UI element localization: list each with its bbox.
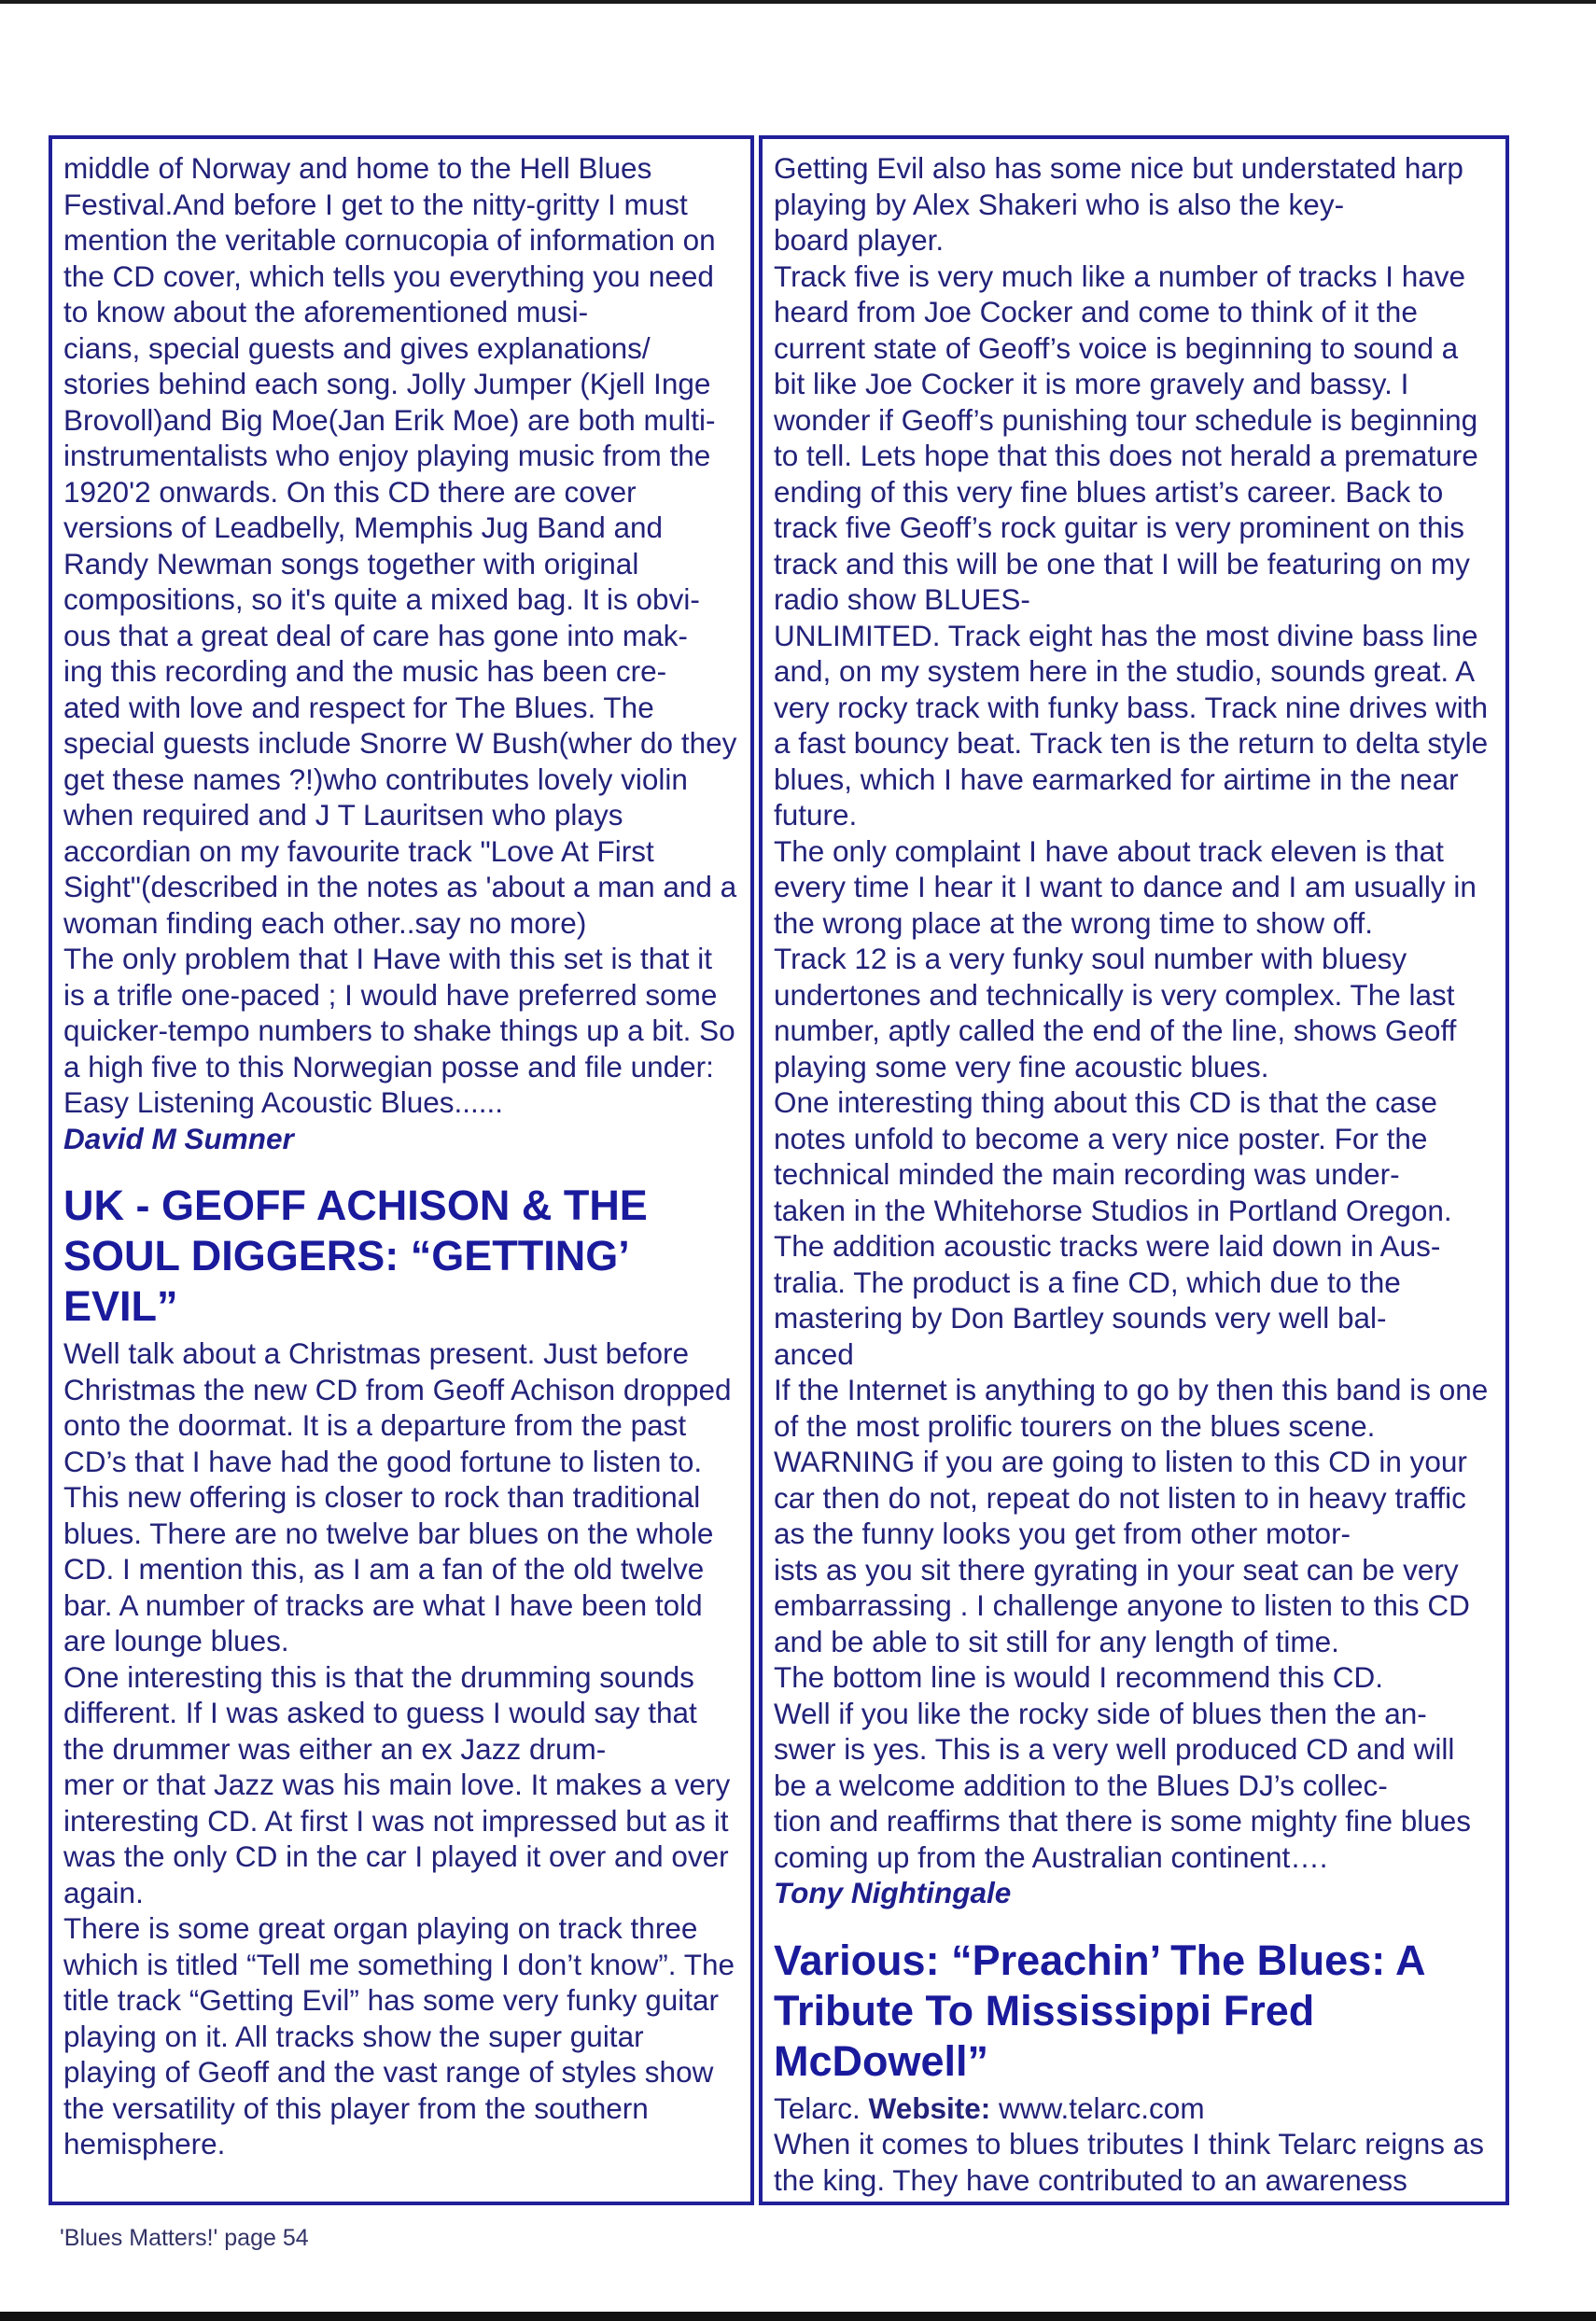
review-headline: UK - GEOFF ACHISON & THE SOUL DIGGERS: “GETTING’ EVIL” <box>63 1181 648 1330</box>
paragraph: The bottom line is would I recommend this CD. <box>774 1660 1384 1694</box>
right-column <box>759 135 1509 2205</box>
label-info <box>774 2090 1494 2199</box>
paragraph: One interesting thing about this CD is that the case notes unfold to become a very nice poster. For the technical minded the main recording was under- taken in the Whitehorse Studios in Portland Oregon. The addition acoustic tracks were laid down in Aus- tralia. The product is a fine CD, which due to the mastering by Don Bartley sounds very well bal- anced <box>774 1085 1452 1371</box>
page-footer: 'Blues Matters!' page 54 <box>60 2225 309 2251</box>
reviewer-byline: David M Sumner <box>63 1121 294 1155</box>
website-link[interactable]: www.telarc.com <box>999 2090 1205 2125</box>
paragraph: Well if you like the rocky side of blues then the an- swer is yes. This is a very well produced CD and will be a welcome addition to the Blues DJ’s collec- tion and reaffirms that there is some mighty fine blues coming up from the Australian continent…. <box>774 1696 1472 1874</box>
label-line <box>774 2090 1494 2127</box>
paragraph: This new offering is closer to rock than traditional blues. There are no twelve bar blues on the whole CD. I mention this, as I am a fan of the old twelve bar. A number of tracks are what I have been told are lounge blues. <box>63 1480 714 1657</box>
paragraph: middle of Norway and home to the Hell Blues Festival.And before I get to the nitty-gritty I must mention the veritable cornucopia of information on the CD cover, which tells you everything you need to know about the aforementioned musi- cians, special guests and gives explanations/ stories behind each song. Jolly Jumper (Kjell Inge Brovoll)and Big Moe(Jan Erik Moe) are both multi- instrumentalists who enjoy playing music from the 1920'2 onwards. On this CD there are cover versions of Leadbelly, Memphis Jug Band and Randy Newman songs together with original compositions, so it's quite a mixed bag. It is obvi- ous that a great deal of care has gone into mak- ing this recording and the music has been cre- ated with love and respect for The Blues. The special guests include Snorre W Bush(wher do they get these names ?!)who contributes lovely violin when required and J T Lauritsen who plays accordian on my favourite track "Love At First Sight"(described in the notes as 'about a man and a woman finding each other..say no more) <box>63 151 737 940</box>
website-label: Website: <box>868 2090 991 2125</box>
paragraph: When it comes to blues tributes I think Telarc reigns as the king. They have contributed to an awareness <box>774 2127 1485 2197</box>
right-column-text <box>774 150 1494 1875</box>
paragraph: Track five is very much like a number of tracks I have heard from Joe Cocker and come to think of it the current state of Geoff’s voice is beginning to sound a bit like Joe Cocker it is more gravely and bassy. I wonder if Geoff’s punishing tour schedule is beginning to tell. Lets hope that this does not herald a premature ending of this very fine blues artist’s career. Back to track five Geoff’s rock guitar is very prominent on this track and this will be one that I will be featuring on my radio show BLUES- UNLIMITED. Track eight has the most divine bass line and, on my system here in the studio, sounds great. A very rocky track with funky bass. Track nine drives with a fast bouncy beat. Track ten is the return to delta style blues, which I have earmarked for airtime in the near future. <box>774 259 1489 832</box>
top-rule <box>0 0 1596 4</box>
paragraph: If the Internet is anything to go by then this band is one of the most prolific tourers on the blues scene. WARNING if you are going to listen to this CD in your car then do not, repeat do not listen to in heavy traffic as the funny looks you get from other motor- ists as you sit there gyrating in your seat can be very embarrassing . I challenge anyone to listen to this CD and be able to sit still for any length of time. <box>774 1373 1489 1658</box>
reviewer-byline: Tony Nightingale <box>774 1876 1012 1909</box>
left-column <box>49 135 754 2205</box>
bottom-rule <box>0 2312 1596 2321</box>
label-name: Telarc. <box>774 2090 861 2125</box>
review-body <box>63 1335 739 2162</box>
paragraph: Well talk about a Christmas present. Just before Christmas the new CD from Geoff Achison dropped onto the doormat. It is a departure from the past CD’s that I have had the good fortune to listen to. <box>63 1336 732 1478</box>
paragraph: Getting Evil also has some nice but understated harp playing by Alex Shakeri who is also the key- board player. <box>774 151 1463 257</box>
paragraph: The only problem that I Have with this set is that it is a trifle one-paced ; I would have preferred some quicker-tempo numbers to shake things up a bit. So a high five to this Norwegian posse and file under: Easy Listening Acoustic Blues...... <box>63 942 735 1119</box>
review-headline: Various: “Preachin’ The Blues: A Tribute To Mississippi Fred McDowell” <box>774 1936 1424 2085</box>
paragraph: The only complaint I have about track eleven is that every time I hear it I want to dance and I am usually in the wrong place at the wrong time to show off. <box>774 833 1477 940</box>
left-column-text <box>63 150 739 1121</box>
paragraph: There is some great organ playing on track three which is titled “Tell me something I don’t know”. The title track “Getting Evil” has some very funky guitar playing on it. All tracks show the super guitar playing of Geoff and the vast range of styles show the versatility of this player from the southern hemisphere. <box>63 1911 735 2160</box>
paragraph: Track 12 is a very funky soul number with bluesy undertones and technically is very complex. The last number, aptly called the end of the line, shows Geoff playing some very fine acoustic blues. <box>774 942 1457 1084</box>
paragraph: One interesting this is that the drumming sounds different. If I was asked to guess I would say that the drummer was either an ex Jazz drum- mer or that Jazz was his main love. It makes a very interesting CD. At first I was not impressed but as it was the only CD in the car I played it over and over again. <box>63 1659 731 1909</box>
